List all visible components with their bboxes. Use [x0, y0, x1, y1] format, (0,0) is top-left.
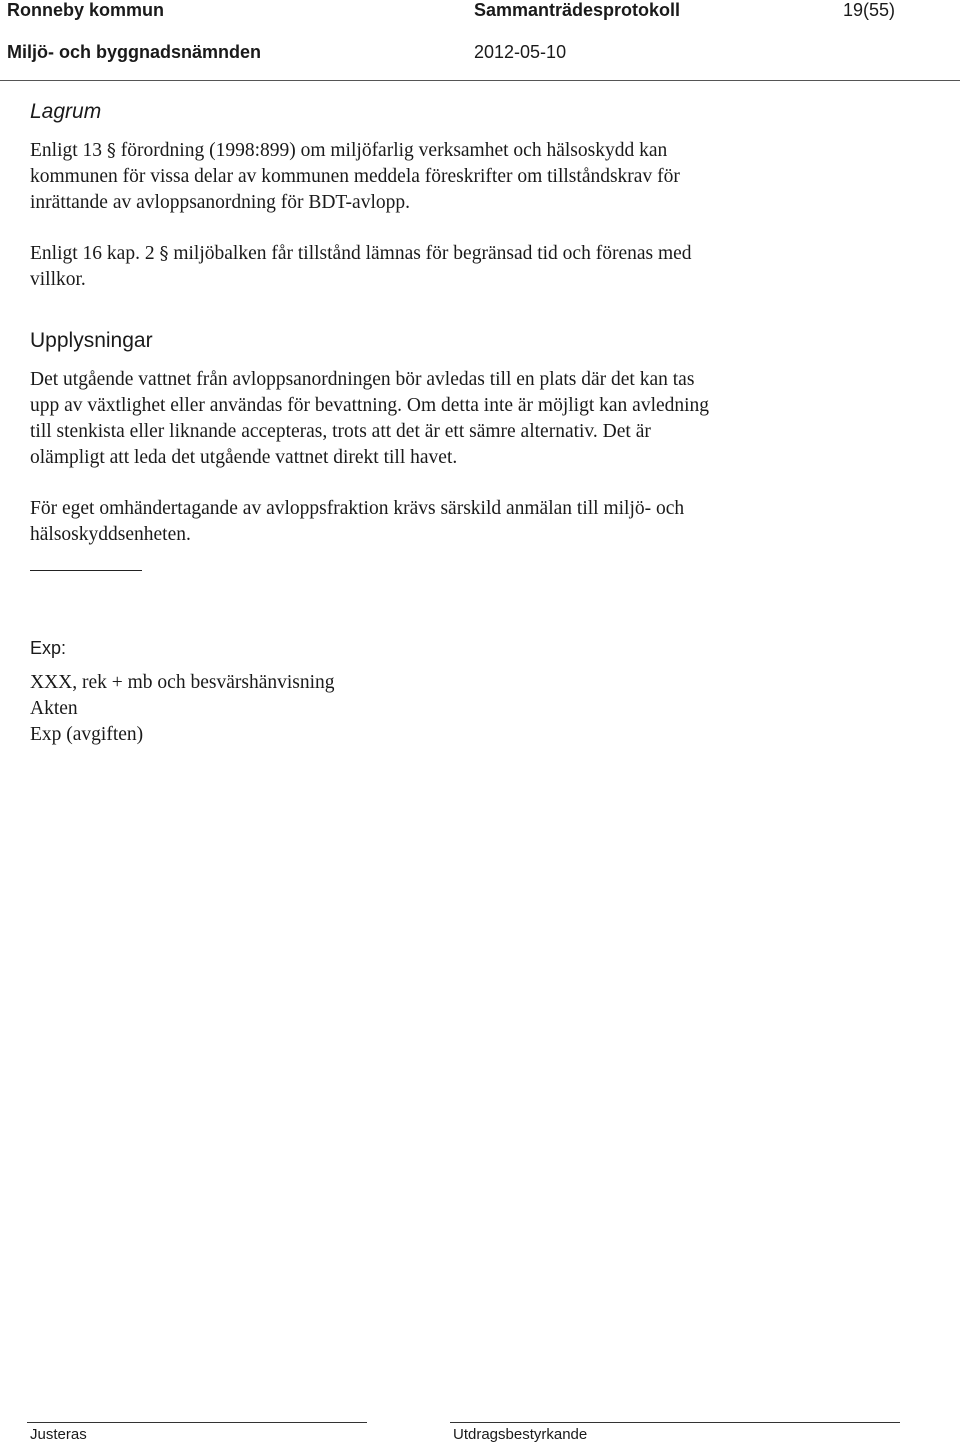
header-divider — [0, 80, 960, 81]
lagrum-p2-line1-start: Enligt 16 kap. 2 — [30, 243, 155, 264]
footer-justeras: Justeras — [30, 1426, 87, 1443]
organization-name: Ronneby kommun — [7, 0, 165, 20]
section-symbol: § — [159, 243, 169, 264]
board-name: Miljö- och byggnadsnämnden — [7, 42, 262, 62]
upplysningar-p1-line1: Det utgående vattnet från avloppsanordningen bör avledas till en plats där det kan tas — [30, 369, 695, 390]
lagrum-p2-line1 — [30, 241, 692, 267]
meeting-date: 2012-05-10 — [474, 42, 567, 62]
exp-line-3: Exp (avgiften) — [30, 724, 144, 745]
upplysningar-p2-line2: hälsoskyddsenheten. — [30, 524, 191, 545]
lagrum-heading: Lagrum — [30, 100, 102, 123]
section-end-rule — [30, 570, 142, 571]
lagrum-p1-line1-end: förordning (1998:899) om miljöfarlig verksamhet och hälsoskydd kan — [120, 140, 668, 161]
upplysningar-p1-line2: upp av växtlighet eller användas för bevattning. Om detta inte är möjligt kan avledning — [30, 395, 710, 416]
justeras-signature-line — [27, 1422, 367, 1423]
utdragsbestyrkande-signature-line — [450, 1422, 900, 1423]
lagrum-p1-line1-start: Enligt 13 — [30, 140, 103, 161]
document-type: Sammanträdesprotokoll — [474, 0, 681, 20]
lagrum-p2-line2: villkor. — [30, 269, 86, 290]
lagrum-p1-line1 — [30, 138, 667, 164]
upplysningar-p1-line4: olämpligt att leda det utgående vattnet direkt till havet. — [30, 447, 458, 468]
upplysningar-heading: Upplysningar — [30, 329, 153, 352]
lagrum-p1-line3: inrättande av avloppsanordning för BDT-avlopp. — [30, 192, 410, 213]
exp-line-1: XXX, rek + mb och besvärshänvisning — [30, 672, 335, 693]
page-number: 19(55) — [843, 0, 896, 20]
section-symbol: § — [106, 140, 116, 161]
footer-utdragsbestyrkande: Utdragsbestyrkande — [453, 1426, 588, 1443]
exp-line-2: Akten — [30, 698, 78, 719]
upplysningar-p1-line3: till stenkista eller liknande accepteras, trots att det är ett sämre alternativ. Det är — [30, 421, 651, 442]
exp-label: Exp: — [30, 638, 67, 658]
lagrum-p2-line1-end: miljöbalken får tillstånd lämnas för begränsad tid och förenas med — [173, 243, 692, 264]
lagrum-p1-line2: kommunen för vissa delar av kommunen meddela föreskrifter om tillståndskrav för — [30, 166, 680, 187]
upplysningar-p2-line1: För eget omhändertagande av avloppsfraktion krävs särskild anmälan till miljö- och — [30, 498, 685, 519]
